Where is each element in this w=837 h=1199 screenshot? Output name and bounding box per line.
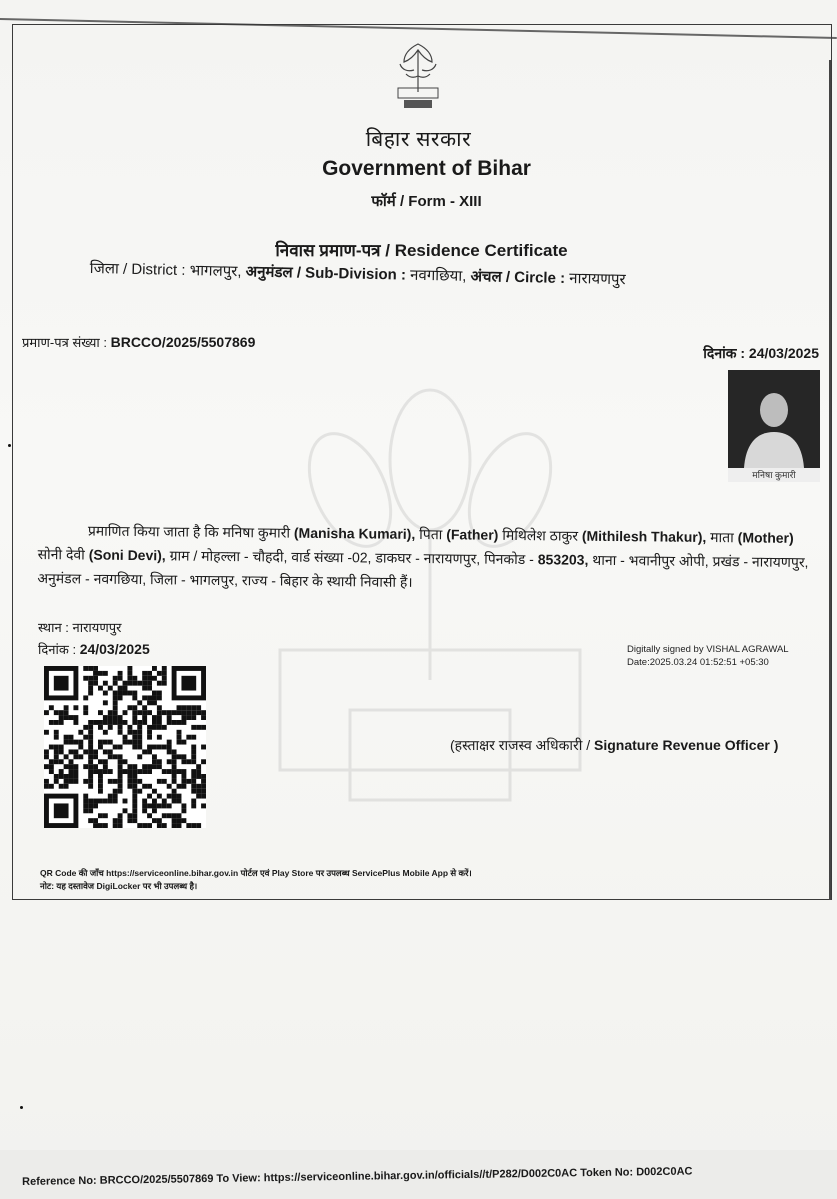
note-part: QR Code की जाँच [40,868,104,878]
verification-qr-code [44,664,206,830]
note-part: पर भी उपलब्ध है। [142,881,198,891]
note-part: पर उपलब्ध [315,868,350,878]
digital-sign-name: Digitally signed by VISHAL AGRAWAL [627,644,789,655]
watermark-emblem-icon [260,380,600,850]
circle-value: नारायणपुर [569,270,626,289]
bihar-emblem-icon [392,40,444,112]
signature-label-en: Signature Revenue Officer ) [594,737,779,753]
frame-right-edge [829,60,831,900]
issue-date-label: दिनांक : [703,345,746,361]
note-part: से करें। [450,868,472,878]
certificate-number-label: प्रमाण-पत्र संख्या : [22,335,107,350]
certificate-number: BRCCO/2025/5507869 [110,334,256,350]
signature-revenue-officer [450,736,778,755]
certificate-number-line [22,333,255,351]
issue-date-top [703,344,819,363]
subdivision-label: अनुमंडल / Sub-Division : [245,263,407,284]
mother-label: (Mother) [737,529,794,546]
note-part: DigiLocker [96,881,141,891]
mother-name-hi: सोनी देवी [37,545,85,563]
qr-note-line-1 [40,867,472,880]
note-part: पोर्टल एवं [240,868,270,878]
certification-statement [37,518,818,598]
certificate-title: निवास प्रमाण-पत्र / Residence Certificate [275,241,568,260]
person-silhouette-icon [728,370,820,468]
statement-part: माता [710,529,734,546]
issue-date-bottom [38,640,150,658]
header-english-title: Government of Bihar [322,157,531,180]
issue-date-value: 24/03/2025 [748,345,819,361]
verification-url[interactable]: https://serviceonline.bihar.gov.in [106,868,239,878]
date-value: 24/03/2025 [79,641,150,657]
place: स्थान : नारायणपुर [38,620,122,635]
reference-line: Reference No: BRCCO/2025/5507869 To View: https://serviceonline.bihar.gov.in/officials//t/P282/D002C0AC Token No: D002C0AC [22,1165,693,1188]
statement-part: प्रमाणित किया जाता है कि मनिषा कुमारी [87,522,291,541]
signature-label-hi: (हस्ताक्षर राजस्व अधिकारी / [450,737,591,753]
district-value: भागलपुर, [189,262,242,281]
address-part: ग्राम / मोहल्ला - चौहदी, वार्ड संख्या -02, डाकघर - नारायणपुर, पिनकोड - [169,547,534,568]
circle-label: अंचल / Circle : [470,267,566,287]
date-label: दिनांक : [38,642,77,657]
statement-part: पिता [419,525,443,543]
father-name-hi: मिथिलेश ठाकुर [502,526,579,544]
note-part: ServicePlus Mobile App [351,868,449,878]
qr-verification-note [40,867,472,893]
digital-signature [627,643,789,669]
note-part: Play Store [271,868,314,878]
father-name-en: (Mithilesh Thakur), [581,527,707,545]
address-part: थाना - भवानीपुर ओपी, प्रखंड - नारायणपुर, अनुमंडल - नवगछिया, जिला - भागलपुर, राज्य - बिहार के स्थायी निवासी हैं। [37,551,809,590]
district-label: जिला / District : [89,259,186,280]
page-speck [20,1106,23,1109]
father-label: (Father) [446,526,499,543]
note-part: नोट: यह दस्तावेज [40,881,95,891]
pincode: 853203, [537,551,589,568]
subdivision-value: नवगछिया, [409,266,467,285]
page-speck [8,444,11,447]
mother-name-en: (Soni Devi), [88,546,166,564]
header-hindi-title: बिहार सरकार [365,128,472,151]
photo-caption: मनिषा कुमारी [728,468,820,482]
applicant-name-en: (Manisha Kumari), [293,524,416,542]
qr-note-line-2 [40,880,472,893]
digital-sign-date: Date:2025.03.24 01:52:51 +05:30 [627,657,769,668]
applicant-photo [728,370,820,482]
form-number: फॉर्म / Form - XIII [371,193,482,210]
